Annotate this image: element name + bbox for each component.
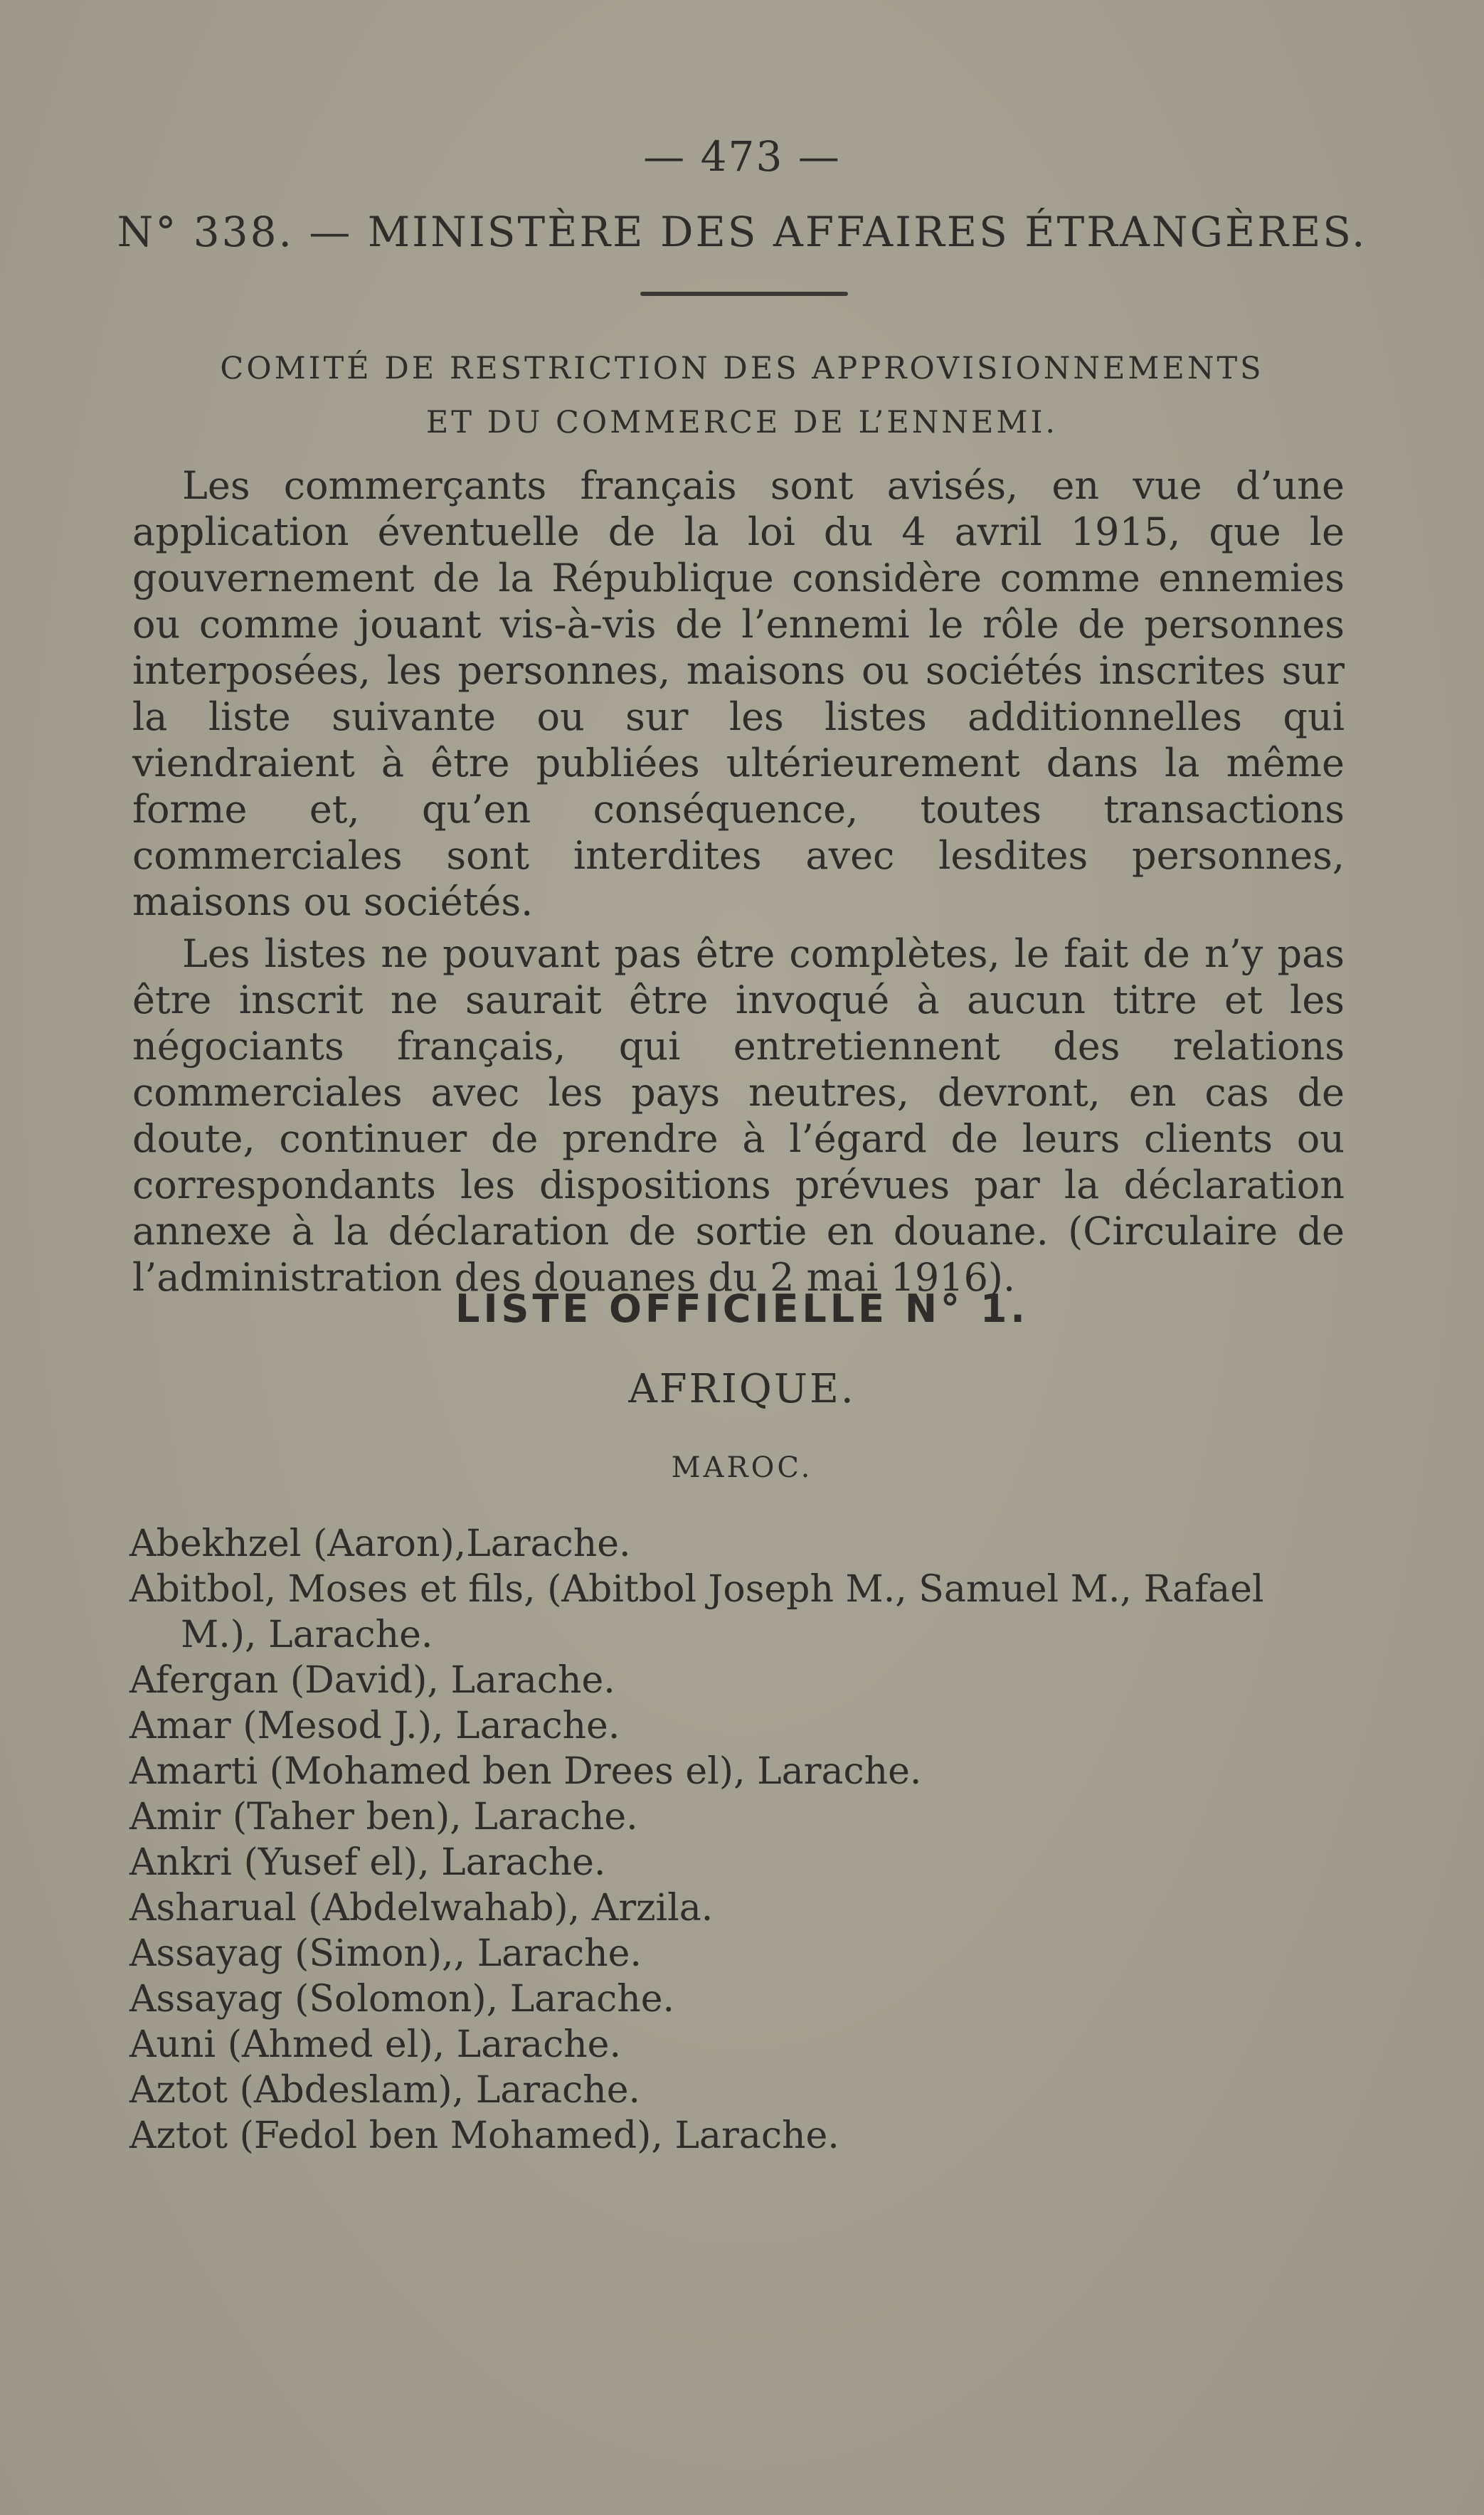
title-rule bbox=[640, 292, 848, 296]
paragraph-1: Les commerçants français sont avisés, en vue d’une application éventuelle de la loi du 4 avril 1915, que le gouvernement de la République considère comme ennemies ou comme jouant vis-à-vis de l’ennemi le rôle de personnes interposées, les personnes, maisons ou sociétés inscrites sur la liste suivante ou sur les listes additionnelles qui viendraient à être publiées ultérieurement dans la même forme et, qu’en conséquence, toutes transactions commerciales sont interdites avec lesdites personnes, maisons ou sociétés. bbox=[132, 463, 1345, 924]
committee-heading bbox=[0, 341, 1484, 450]
list-item: Amarti (Mohamed ben Drees el), Larache. bbox=[129, 1750, 922, 1793]
list-item: Auni (Ahmed el), Larache. bbox=[129, 2023, 621, 2066]
continent-heading: AFRIQUE. bbox=[628, 1366, 856, 1412]
list-title: LISTE OFFICIELLE N° 1. bbox=[455, 1286, 1029, 1331]
committee-line-2: ET DU COMMERCE DE L’ENNEMI. bbox=[425, 405, 1059, 440]
list-item: Amar (Mesod J.), Larache. bbox=[129, 1705, 620, 1747]
page-number: — 473 — bbox=[643, 132, 841, 181]
list-item: Assayag (Simon),, Larache. bbox=[129, 1932, 642, 1975]
paragraph-2: Les listes ne pouvant pas être complètes, le fait de n’y pas être inscrit ne saurait être invoqué à aucun titre et les négociants français, qui entretiennent des relations commerciales avec les pays neutres, devront, en cas de doute, continuer de prendre à l’égard de leurs clients ou correspondants les dispositions prévues par la déclaration annexe à la déclaration de sortie en douane. (Circulaire de l’administration des douanes du 2 mai 1916). bbox=[132, 931, 1345, 1300]
list-item: Abitbol, Moses et fils, (Abitbol Joseph M., Samuel M., Rafael M.), Larache. bbox=[129, 1568, 1264, 1656]
list-item: Aztot (Fedol ben Mohamed), Larache. bbox=[129, 2114, 839, 2157]
list-item: Assayag (Solomon), Larache. bbox=[129, 1978, 675, 2021]
committee-line-1: COMITÉ DE RESTRICTION DES APPROVISIONNEMENTS bbox=[220, 351, 1264, 386]
list-item: Aztot (Abdeslam), Larache. bbox=[129, 2069, 641, 2112]
list-item: Asharual (Abdelwahab), Arzila. bbox=[129, 1887, 714, 1929]
list-item: Abekhzel (Aaron),Larache. bbox=[129, 1523, 631, 1565]
entry-list bbox=[129, 1521, 1346, 2159]
list-item: Amir (Taher ben), Larache. bbox=[129, 1796, 638, 1838]
country-heading: MAROC. bbox=[671, 1451, 813, 1484]
list-item: Ankri (Yusef el), Larache. bbox=[129, 1841, 606, 1884]
document-title: N° 338. — MINISTÈRE DES AFFAIRES ÉTRANGÈRES. bbox=[117, 208, 1367, 256]
list-item: Afergan (David), Larache. bbox=[129, 1659, 615, 1702]
body-text bbox=[132, 462, 1345, 1301]
